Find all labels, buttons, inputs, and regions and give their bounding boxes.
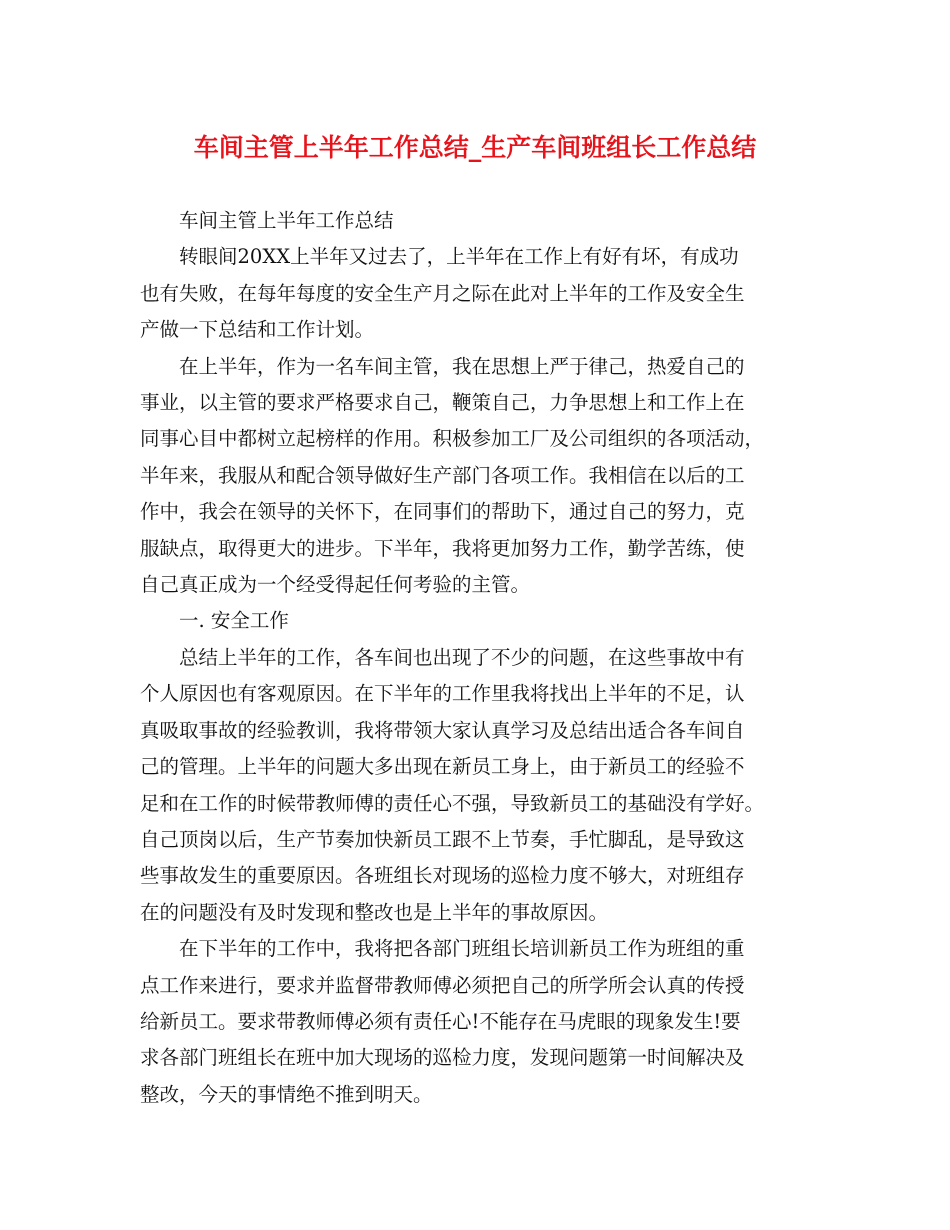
- text-line: 自己真正成为一个经受得起任何考验的主管。: [140, 573, 531, 597]
- paragraph-4: [140, 931, 830, 1113]
- text-line: 半年来，我服从和配合领导做好生产部门各项工作。我相信在以后的工: [140, 463, 745, 487]
- text-line: 足和在工作的时候带教师傅的责任心不强，导致新员工的基础没有学好。: [140, 791, 765, 815]
- text-line: 些事故发生的重要原因。各班组长对现场的巡检力度不够大，对班组存: [140, 864, 745, 888]
- text-line: 自己顶岗以后，生产节奏加快新员工跟不上节奏，手忙脚乱，是导致这: [140, 827, 745, 851]
- text-line: 求各部门班组长在班中加大现场的巡检力度，发现问题第一时间解决及: [140, 1046, 745, 1070]
- paragraph-1: [140, 239, 830, 348]
- text-line: 同事心目中都树立起榜样的作用。积极参加工厂及公司组织的各项活动，: [140, 427, 765, 451]
- text-line: 点工作来进行，要求并监督带教师傅必须把自己的所学所会认真的传授: [140, 973, 745, 997]
- text-line: 事业，以主管的要求严格要求自己，鞭策自己，力争思想上和工作上在: [140, 391, 745, 415]
- text-line: 产做一下总结和工作计划。: [140, 318, 375, 342]
- document-body: [140, 203, 830, 1113]
- section-heading: 一. 安全工作: [179, 609, 289, 633]
- text-line: 真吸取事故的经验教训，我将带领大家认真学习及总结出适合各车间自: [140, 718, 745, 742]
- text-line: 作中，我会在领导的关怀下，在同事们的帮助下，通过自己的努力，克: [140, 500, 745, 524]
- text-line: 己的管理。上半年的问题大多出现在新员工身上，由于新员工的经验不: [140, 755, 745, 779]
- text-line: 在上半年，作为一名车间主管，我在思想上严于律己，热爱自己的: [179, 354, 745, 378]
- subtitle-paragraph: 车间主管上半年工作总结: [179, 209, 394, 232]
- text-line: 给新员工。要求带教师傅必须有责任心!不能存在马虎眼的现象发生!要: [140, 1009, 741, 1033]
- text-line: 在下半年的工作中，我将把各部门班组长培训新员工作为班组的重: [179, 937, 745, 961]
- text-line: 服缺点，取得更大的进步。下半年，我将更加努力工作，勤学苦练，使: [140, 536, 745, 560]
- document-title: 车间主管上半年工作总结_生产车间班组长工作总结: [193, 133, 757, 162]
- paragraph-3: [140, 640, 830, 931]
- paragraph-2: [140, 349, 830, 604]
- text-line: 转眼间20XX上半年又过去了，上半年在工作上有好有坏，有成功: [179, 245, 739, 269]
- text-line: 个人原因也有客观原因。在下半年的工作里我将找出上半年的不足，认: [140, 682, 745, 706]
- text-line: 总结上半年的工作，各车间也出现了不少的问题，在这些事故中有: [179, 645, 745, 669]
- text-line: 也有失败，在每年每度的安全生产月之际在此对上半年的工作及安全生: [140, 281, 745, 305]
- text-line: 在的问题没有及时发现和整改也是上半年的事故原因。: [140, 900, 609, 924]
- text-line: 整改，今天的事情绝不推到明天。: [140, 1082, 433, 1106]
